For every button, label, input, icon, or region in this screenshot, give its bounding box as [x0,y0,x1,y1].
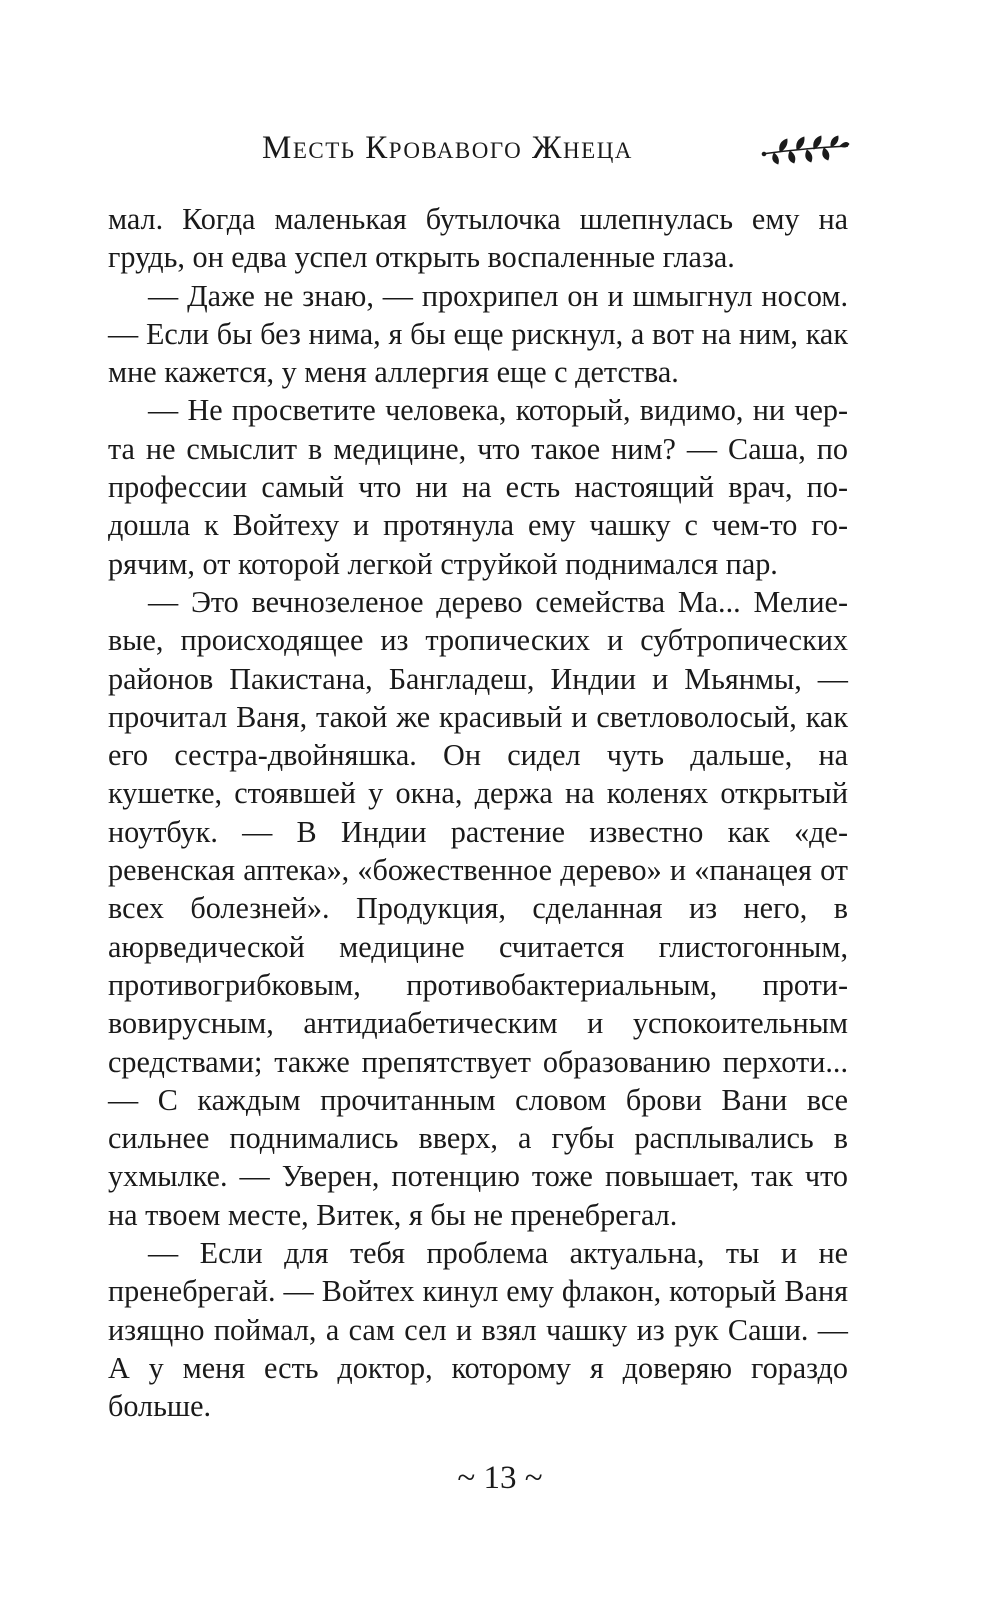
leaf-branch-icon [760,134,850,166]
paragraph: мал. Когда маленькая бутылочка шлепнулась ему на грудь, он едва успел открыть воспаленные глаза. [108,202,848,275]
page-body [108,200,848,1426]
paragraph: — Не просветите человека, который, видимо, ни черта не смыслит в медицине, что такое ним? — Саша, по профессии самый что ни на есть настоящий врач, подошла к Войтеху и протянула ему чашку с чем-то горячим, от которой легкой струйкой поднимался пар. [108,393,848,581]
paragraph: — Это вечнозеленое дерево семейства Ма... Мелиевые, происходящее из тропических и субтропических районов Пакистана, Бангладеш, Индии и Мьянмы, — прочитал Ваня, такой же красивый и светловолосый, как его сестра-двойняшка. Он сидел чуть дальше, на кушетке, стоявшей у окна, держа на коленях открытый ноутбук. — В Индии растение известно как «деревенская аптека», «божественное дерево» и «панацея от всех болезней». Продукция, сделанная из него, в аюрведической медицине считается глистогонным, противогрибковым, противобактериальным, противовирусным, антидиабетическим и успокоительным средствами; также препятствует образованию перхоти... — С каждым прочитанным словом брови Вани все сильнее поднимались вверх, а губы расплывались в ухмылке. — Уверен, потенцию тоже повышает, так что на твоем месте, Витек, я бы не пренебрегал. [108,584,848,1232]
paragraph: — Если для тебя проблема актуальна, ты и не пренебрегай. — Войтех кинул ему флакон, который Ваня изящно поймал, а сам сел и взял чашку из рук Саши. — А у меня есть доктор, которому я доверяю гораздо больше. [108,1236,848,1424]
book-title: Месть Кровавого Жнеца [262,130,633,166]
running-header [0,128,1000,178]
paragraph: — Даже не знаю, — прохрипел он и шмыгнул носом. — Если бы без нима, я бы еще рискнул, а вот на ним, как мне кажется, у меня аллергия еще с детства. [108,278,848,390]
page-number: ~ 13 ~ [457,1460,543,1496]
